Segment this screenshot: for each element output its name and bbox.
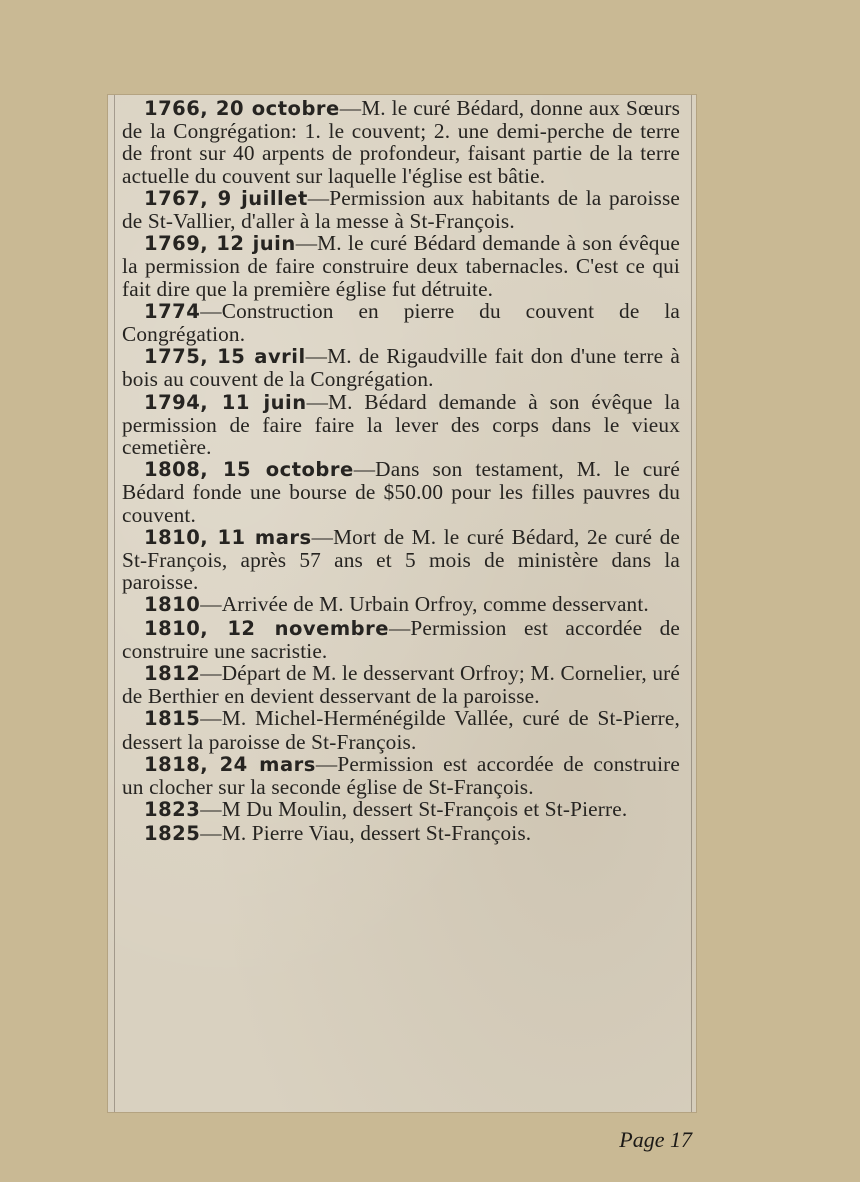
entry-text: —M. Pierre Viau, dessert St-François. <box>200 820 532 845</box>
entry-date: 1810, 12 novembre <box>144 616 389 640</box>
chronology-entry <box>122 345 680 390</box>
newspaper-clipping <box>108 95 696 1112</box>
chronology-entry <box>122 458 680 526</box>
entry-text: —Dans son testament, M. le curé Bédard fonde une bourse de $50.00 pour les filles pauvres du couvent. <box>122 457 680 527</box>
entry-date: 1808, 15 octobre <box>144 458 354 482</box>
entry-text: —Permission est accordée de construire une sacristie. <box>122 615 680 663</box>
chronology-entry <box>122 593 680 616</box>
entry-date: 1769, 12 juin <box>144 232 296 256</box>
clipping-right-rule <box>691 95 692 1112</box>
chronology-entry <box>122 300 680 345</box>
chronology-entry <box>122 798 680 821</box>
entry-date: 1823 <box>144 798 201 822</box>
entry-date: 1825 <box>144 821 201 845</box>
entry-date: 1775, 15 avril <box>144 345 306 369</box>
chronology-entry <box>122 232 680 300</box>
chronology-entry <box>122 526 680 594</box>
entry-text: —M Du Moulin, dessert St-François et St-Pierre. <box>200 797 628 822</box>
entry-text: —Permission est accordée de construire un clocher sur la seconde église de St-François. <box>122 751 680 800</box>
chronology-entry <box>122 822 680 845</box>
entry-text: —Arrivée de M. Urbain Orfroy, comme desservant. <box>200 592 649 617</box>
entry-text: —Mort de M. le curé Bédard, 2e curé de St-François, après 57 ans et 5 mois de ministère dans la paroisse. <box>122 524 680 595</box>
entry-text: —M. Bédard demande à son évêque la permission de faire faire la lever des corps dans le vieux cemetière. <box>122 389 681 460</box>
entry-text: —Permission aux habitants de la paroisse de St-Vallier, d'aller à la messe à St-François. <box>122 185 680 234</box>
entry-date: 1810 <box>144 593 201 617</box>
entry-text: —M. le curé Bédard, donne aux Sœurs de la Congrégation: 1. le couvent; 2. une demi-perche de terre de front sur 40 arpents de profondeur, faisant partie de la terre actuelle du couvent sur laquelle l'église est bâtie. <box>122 96 681 188</box>
clipping-left-rule <box>114 95 115 1112</box>
entry-text: —M. Michel-Herménégilde Vallée, curé de St-Pierre, dessert la paroisse de St-François. <box>122 706 680 754</box>
entry-date: 1812 <box>144 662 201 686</box>
chronology-entry <box>122 187 680 232</box>
entry-date: 1815 <box>144 707 201 731</box>
entry-date: 1810, 11 mars <box>144 525 312 549</box>
page-number: Page 17 <box>619 1127 692 1152</box>
chronology-text <box>122 97 680 845</box>
entry-text: —M. de Rigaudville fait don d'une terre à bois au couvent de la Congrégation. <box>122 344 681 392</box>
entry-text: —Départ de M. le desservant Orfroy; M. Cornelier, uré de Berthier en devient desservant de la paroisse. <box>122 661 680 709</box>
entry-date: 1767, 9 juillet <box>144 186 308 210</box>
chronology-entry <box>122 391 680 459</box>
chronology-entry <box>122 707 680 752</box>
entry-text: —M. le curé Bédard demande à son évêque la permission de faire construire deux tabernacles. C'est ce qui fait dire que la première église fut détruite. <box>122 231 681 301</box>
chronology-entry <box>122 97 680 187</box>
entry-date: 1818, 24 mars <box>144 752 316 776</box>
entry-date: 1766, 20 octobre <box>144 97 340 120</box>
chronology-entry <box>122 662 680 707</box>
chronology-entry <box>122 617 680 662</box>
chronology-entry <box>122 753 680 798</box>
entry-date: 1774 <box>144 299 201 323</box>
entry-text: —Construction en pierre du couvent de la Congrégation. <box>122 298 680 347</box>
entry-date: 1794, 11 juin <box>144 390 307 414</box>
